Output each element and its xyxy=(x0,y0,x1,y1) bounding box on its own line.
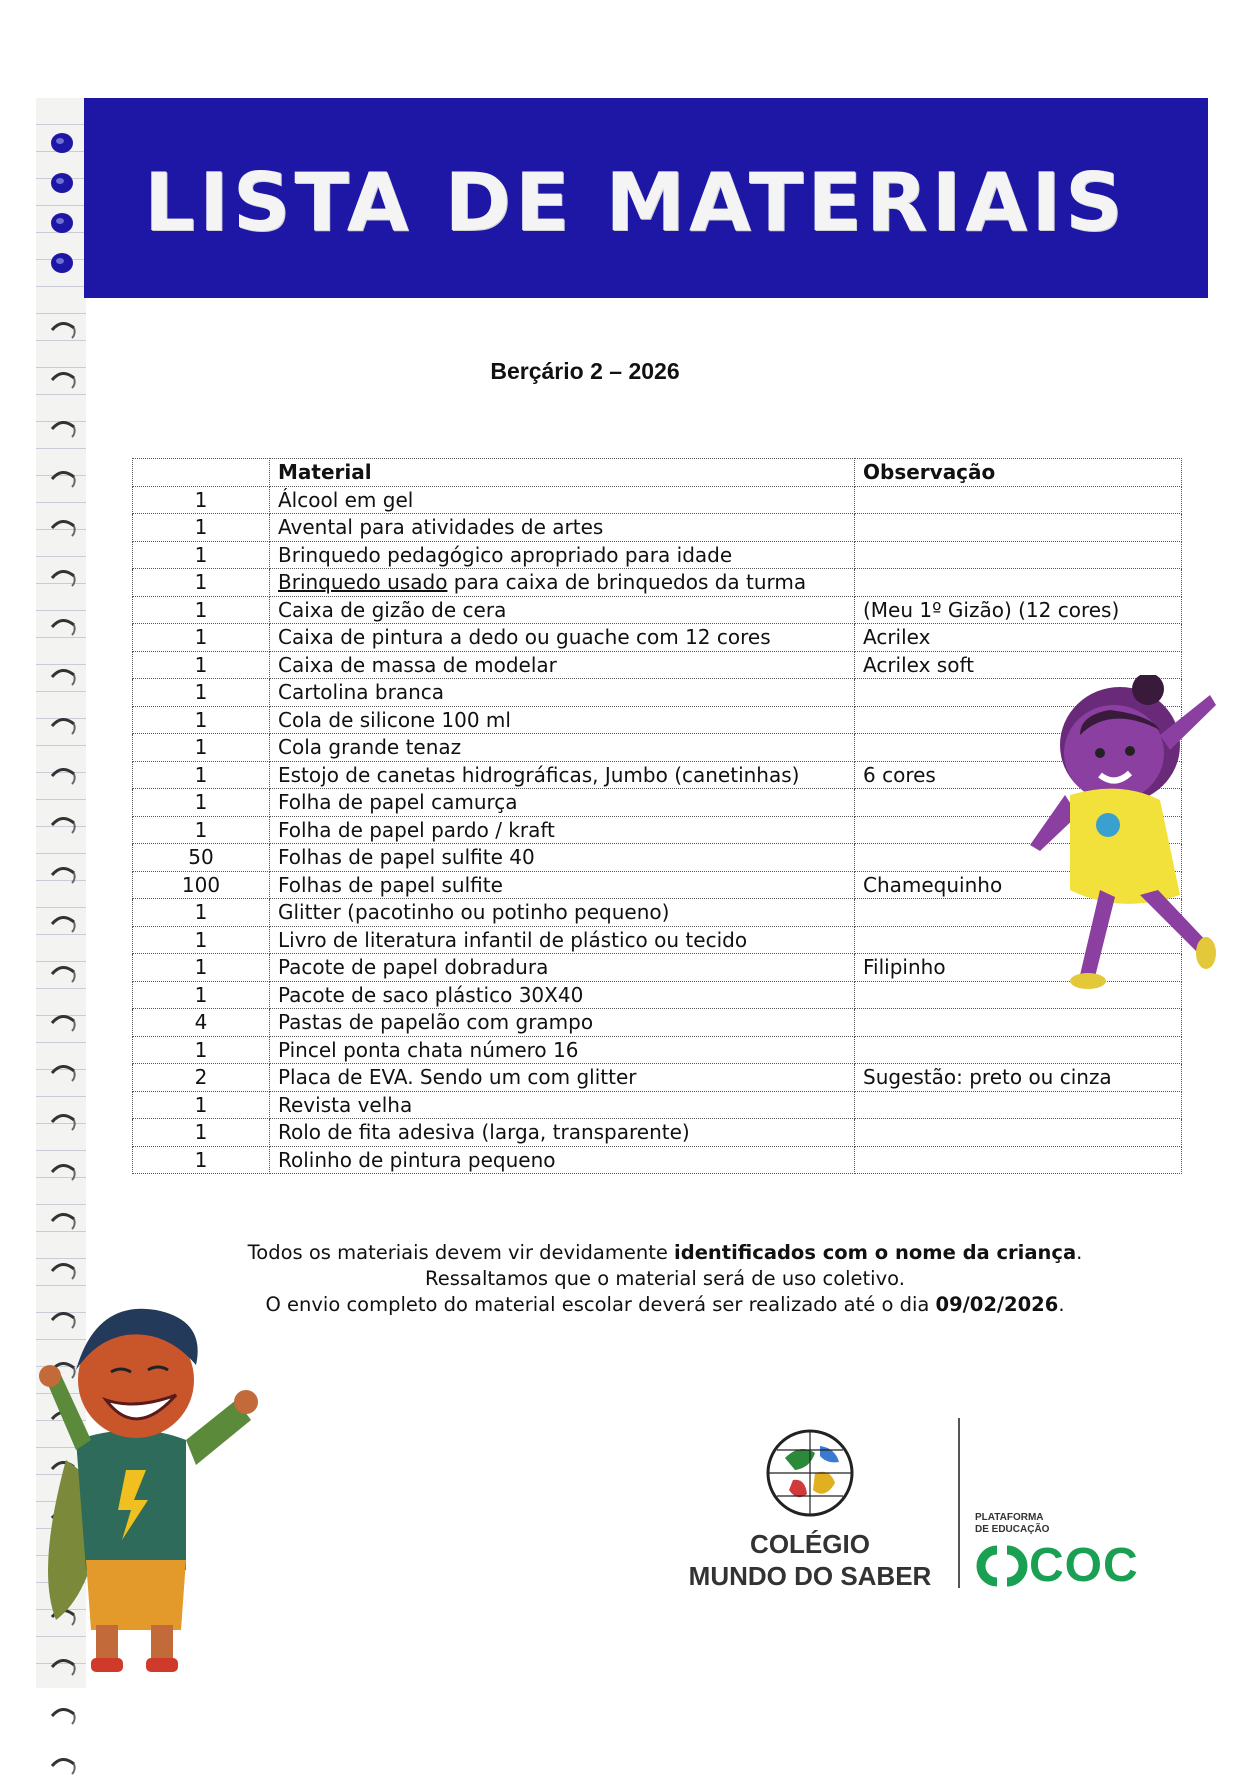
observation-cell: (Meu 1º Gizão) (12 cores) xyxy=(855,596,1182,624)
coc-label-line-2: DE EDUCAÇÃO xyxy=(975,1524,1050,1535)
observation-cell xyxy=(855,1119,1182,1147)
material-cell: Caixa de massa de modelar xyxy=(270,651,855,679)
material-cell: Cola grande tenaz xyxy=(270,734,855,762)
quantity-cell: 1 xyxy=(133,816,270,844)
coc-symbol-icon xyxy=(975,1544,1029,1588)
spiral-ring-icon xyxy=(48,665,78,687)
observation-cell xyxy=(855,1036,1182,1064)
spiral-ring-icon xyxy=(48,172,78,194)
spiral-ring-icon xyxy=(48,252,78,274)
spiral-ring-icon xyxy=(48,1259,78,1281)
quantity-cell: 1 xyxy=(133,679,270,707)
spiral-ring-icon xyxy=(48,417,78,439)
table-row xyxy=(133,1119,1182,1147)
spiral-ring-icon xyxy=(48,566,78,588)
spiral-ring-icon xyxy=(48,863,78,885)
material-cell: Avental para atividades de artes xyxy=(270,514,855,542)
spiral-ring-icon xyxy=(48,813,78,835)
school-name-line-2: MUNDO DO SABER xyxy=(688,1561,932,1591)
material-cell: Folhas de papel sulfite 40 xyxy=(270,844,855,872)
observation-cell xyxy=(855,514,1182,542)
table-row xyxy=(133,1064,1182,1092)
material-cell: Rolo de fita adesiva (larga, transparente) xyxy=(270,1119,855,1147)
table-row xyxy=(133,569,1182,597)
table-row xyxy=(133,514,1182,542)
material-cell: Rolinho de pintura pequeno xyxy=(270,1146,855,1174)
quantity-cell: 1 xyxy=(133,596,270,624)
spiral-ring-icon xyxy=(48,516,78,538)
quantity-cell: 1 xyxy=(133,899,270,927)
quantity-cell: 1 xyxy=(133,926,270,954)
spiral-ring-icon xyxy=(48,212,78,234)
spiral-ring-icon xyxy=(48,1110,78,1132)
quantity-cell: 1 xyxy=(133,651,270,679)
quantity-cell: 1 xyxy=(133,569,270,597)
material-cell: Folha de papel pardo / kraft xyxy=(270,816,855,844)
spiral-ring-icon xyxy=(48,1704,78,1726)
observation-cell: Sugestão: preto ou cinza xyxy=(855,1064,1182,1092)
material-cell: Caixa de gizão de cera xyxy=(270,596,855,624)
observation-cell xyxy=(855,1091,1182,1119)
observation-cell: Filipinho xyxy=(855,954,1182,982)
quantity-header xyxy=(133,459,270,487)
spiral-ring-icon xyxy=(48,714,78,736)
spiral-ring-icon xyxy=(48,1061,78,1083)
observation-cell xyxy=(855,1146,1182,1174)
table-row xyxy=(133,596,1182,624)
quantity-cell: 1 xyxy=(133,1119,270,1147)
spiral-ring-icon xyxy=(48,1011,78,1033)
material-cell: Folhas de papel sulfite xyxy=(270,871,855,899)
table-row xyxy=(133,1091,1182,1119)
coc-brand-text: COC xyxy=(1029,1539,1139,1592)
spiral-ring-icon xyxy=(48,467,78,489)
school-logo xyxy=(680,1428,940,1608)
spiral-ring-icon xyxy=(48,1209,78,1231)
quantity-cell: 1 xyxy=(133,761,270,789)
spiral-ring-icon xyxy=(48,912,78,934)
quantity-cell: 100 xyxy=(133,871,270,899)
material-cell: Cartolina branca xyxy=(270,679,855,707)
observation-header: Observação xyxy=(855,459,1182,487)
quantity-cell: 1 xyxy=(133,624,270,652)
spiral-ring-icon xyxy=(48,764,78,786)
material-cell: Glitter (pacotinho ou potinho pequeno) xyxy=(270,899,855,927)
quantity-cell: 1 xyxy=(133,981,270,1009)
observation-cell: Acrilex soft xyxy=(855,651,1182,679)
girl-illustration xyxy=(1010,675,1220,1015)
material-cell: Pastas de papelão com grampo xyxy=(270,1009,855,1037)
footer-line-1: Todos os materiais devem vir devidamente identificados com o nome da criança. xyxy=(247,1241,1083,1264)
observation-cell xyxy=(855,569,1182,597)
header-banner xyxy=(84,98,1208,298)
material-cell: Pacote de papel dobradura xyxy=(270,954,855,982)
quantity-cell: 1 xyxy=(133,706,270,734)
observation-cell xyxy=(855,541,1182,569)
spiral-ring-icon xyxy=(48,962,78,984)
coc-logo xyxy=(975,1512,1165,1592)
material-cell: Revista velha xyxy=(270,1091,855,1119)
material-cell: Brinquedo usado para caixa de brinquedos da turma xyxy=(270,569,855,597)
quantity-cell: 1 xyxy=(133,514,270,542)
material-header: Material xyxy=(270,459,855,487)
page-title: LISTA DE MATERIAIS xyxy=(144,156,1127,249)
material-cell: Estojo de canetas hidrográficas, Jumbo (canetinhas) xyxy=(270,761,855,789)
quantity-cell: 1 xyxy=(133,734,270,762)
material-cell: Pacote de saco plástico 30X40 xyxy=(270,981,855,1009)
table-row xyxy=(133,1146,1182,1174)
observation-cell: Chamequinho xyxy=(855,871,1182,899)
spiral-ring-icon xyxy=(48,1754,78,1776)
class-subtitle: Berçário 2 – 2026 xyxy=(490,358,680,384)
quantity-cell: 1 xyxy=(133,541,270,569)
material-cell: Caixa de pintura a dedo ou guache com 12 cores xyxy=(270,624,855,652)
quantity-cell: 1 xyxy=(133,486,270,514)
material-cell: Cola de silicone 100 ml xyxy=(270,706,855,734)
spiral-ring-icon xyxy=(48,1160,78,1182)
footer-line-2: Ressaltamos que o material será de uso coletivo. xyxy=(425,1267,905,1290)
material-cell: Placa de EVA. Sendo um com glitter xyxy=(270,1064,855,1092)
school-name-line-1: COLÉGIO xyxy=(750,1529,870,1559)
table-row xyxy=(133,624,1182,652)
material-cell: Pincel ponta chata número 16 xyxy=(270,1036,855,1064)
material-cell: Livro de literatura infantil de plástico ou tecido xyxy=(270,926,855,954)
table-row xyxy=(133,1036,1182,1064)
table-row xyxy=(133,486,1182,514)
material-cell: Folha de papel camurça xyxy=(270,789,855,817)
spiral-ring-icon xyxy=(48,615,78,637)
spiral-ring-icon xyxy=(48,132,78,154)
material-cell: Álcool em gel xyxy=(270,486,855,514)
observation-cell: 6 cores xyxy=(855,761,1182,789)
quantity-cell: 50 xyxy=(133,844,270,872)
spiral-ring-icon xyxy=(48,318,78,340)
quantity-cell: 1 xyxy=(133,1091,270,1119)
quantity-cell: 1 xyxy=(133,1036,270,1064)
footer-line-3: O envio completo do material escolar deverá ser realizado até o dia 09/02/2026. xyxy=(265,1293,1065,1316)
observation-cell: Acrilex xyxy=(855,624,1182,652)
logo-divider xyxy=(958,1418,960,1588)
boy-illustration xyxy=(36,1290,276,1680)
quantity-cell: 1 xyxy=(133,954,270,982)
quantity-cell: 1 xyxy=(133,789,270,817)
globe-icon xyxy=(765,1428,855,1518)
quantity-cell: 2 xyxy=(133,1064,270,1092)
footer-notes xyxy=(130,1240,1200,1318)
table-header-row xyxy=(133,459,1182,487)
table-row xyxy=(133,541,1182,569)
quantity-cell: 1 xyxy=(133,1146,270,1174)
quantity-cell: 4 xyxy=(133,1009,270,1037)
coc-label-line-1: PLATAFORMA xyxy=(975,1512,1044,1523)
material-cell: Brinquedo pedagógico apropriado para idade xyxy=(270,541,855,569)
observation-cell xyxy=(855,486,1182,514)
